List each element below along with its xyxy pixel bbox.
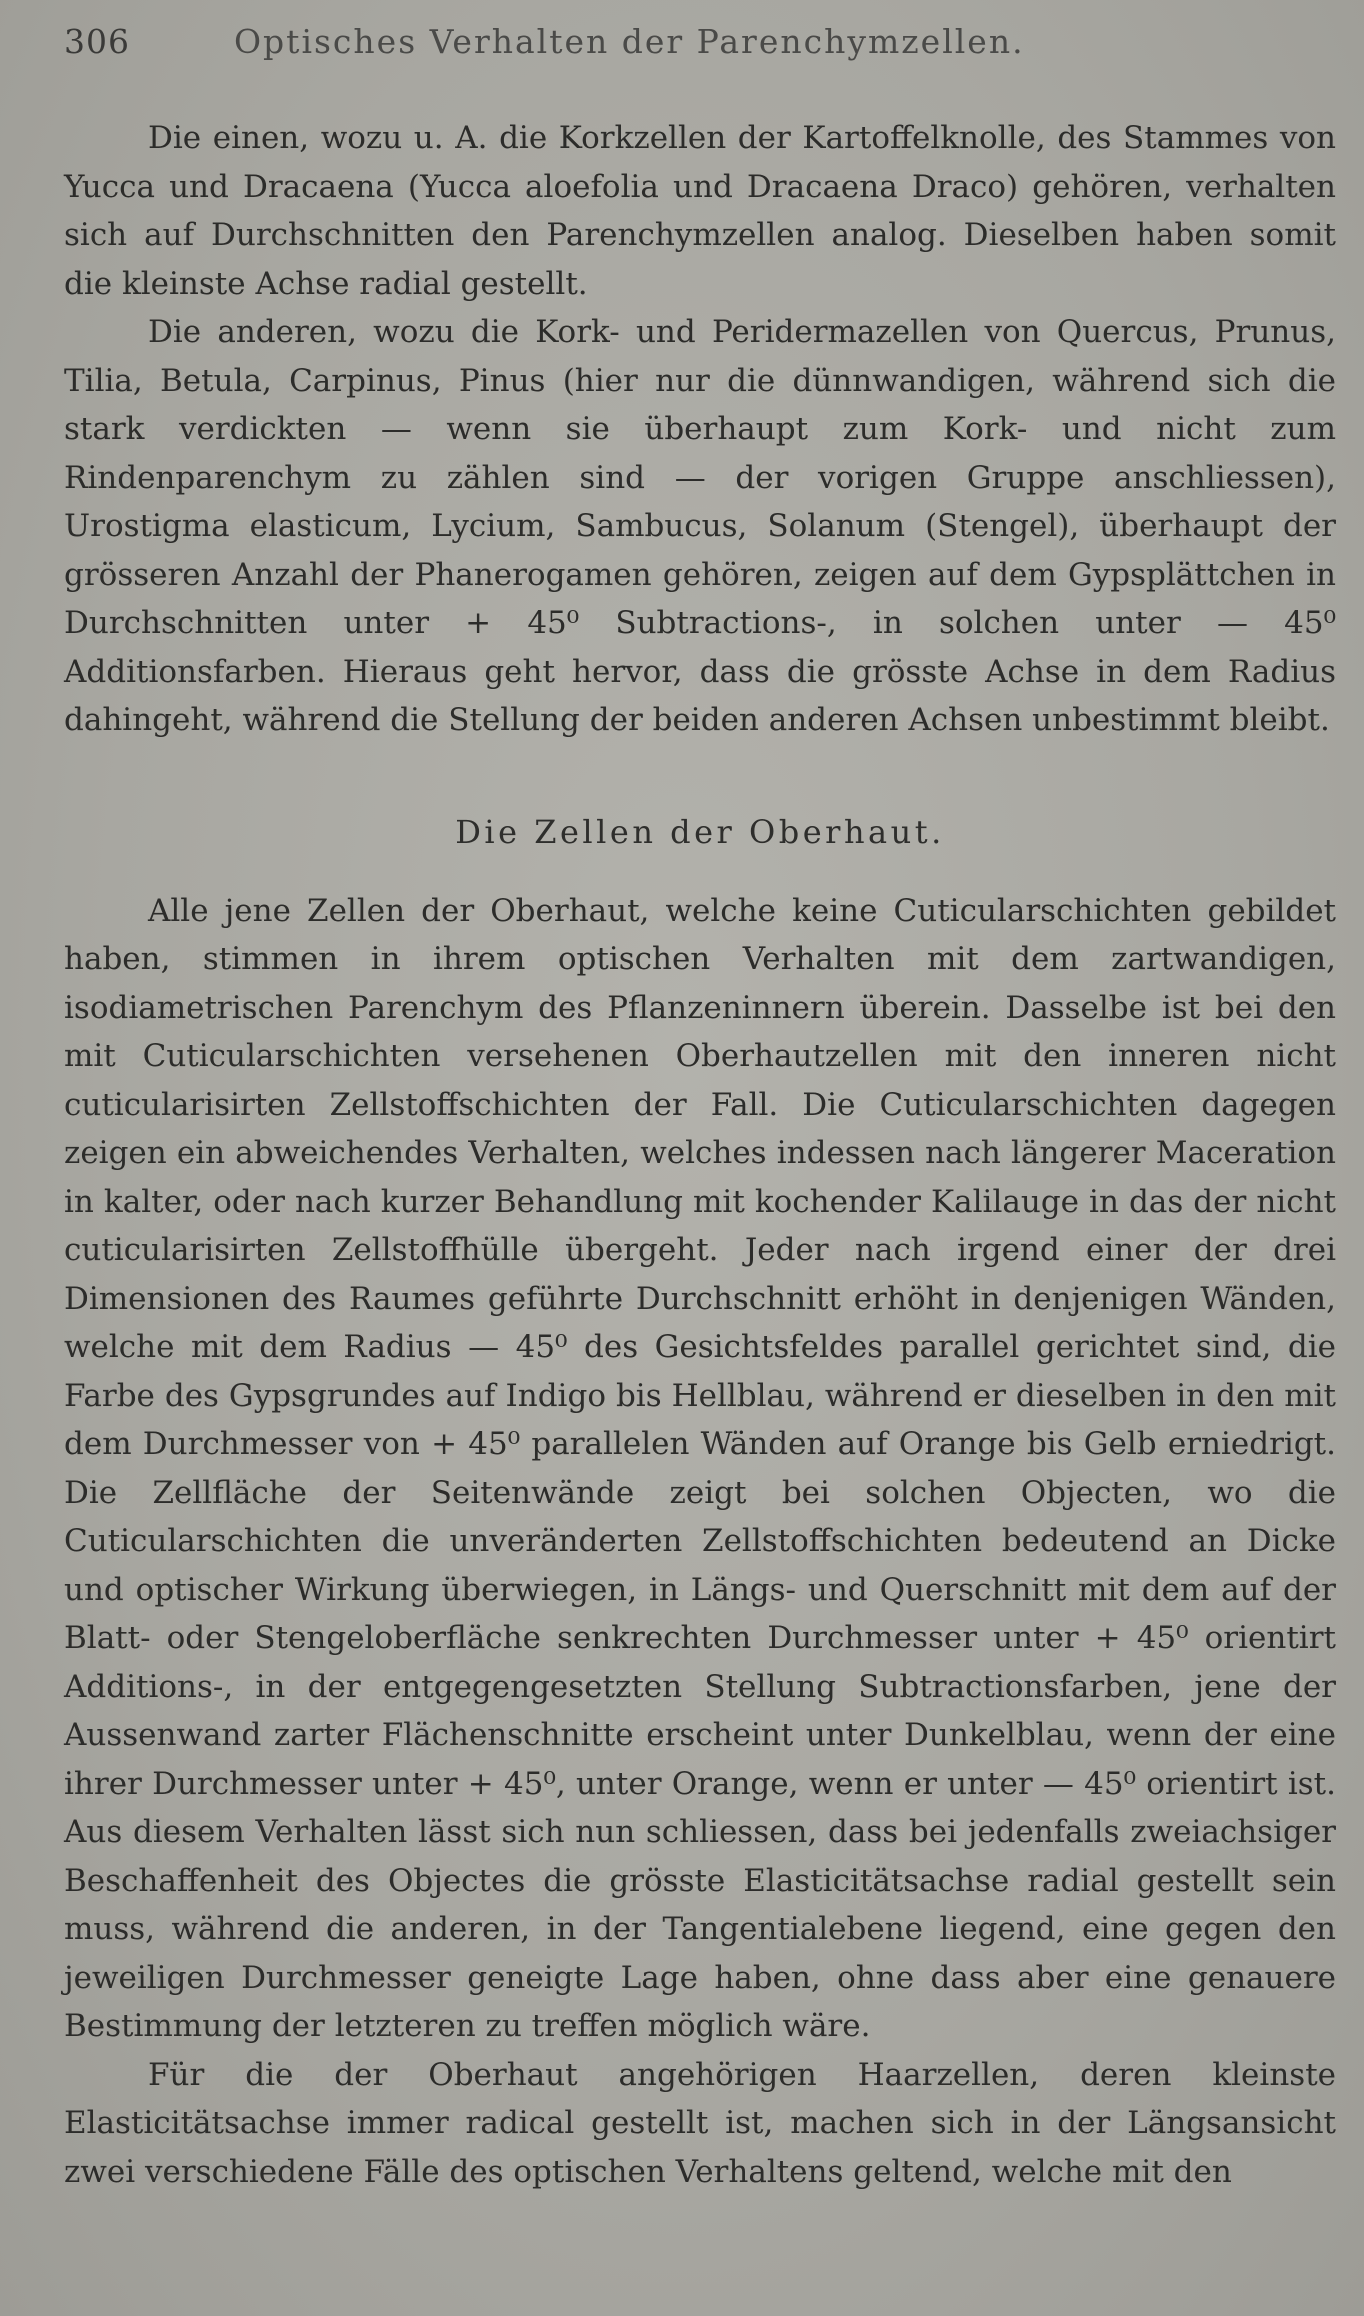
paragraph-oberhaut-zellen: Alle jene Zellen der Oberhaut, welche keine Cuticularschichten gebildet haben, stimmen in ihrem optischen Verhalten mit dem zartwandigen, isodiametrischen Parenchym des Pflanzeninnern überein. Dasselbe ist bei den mit Cuticularschichten versehenen Oberhautzellen mit den inneren nicht cuticularisirten Zellstoffschichten der Fall. Die Cuticularschichten dagegen zeigen ein abweichendes Verhalten, welches indessen nach längerer Maceration in kalter, oder nach kurzer Behandlung mit kochender Kalilauge in das der nicht cuticularisirten Zellstoffhülle übergeht. Jeder nach irgend einer der drei Dimensionen des Raumes geführte Durchschnitt erhöht in denjenigen Wänden, welche mit dem Radius — 45⁰ des Gesichtsfeldes parallel gerichtet sind, die Farbe des Gypsgrundes auf Indigo bis Hellblau, während er dieselben in den mit dem Durchmesser von + 45⁰ parallelen Wänden auf Orange bis Gelb erniedrigt. Die Zellfläche der Seitenwände zeigt bei solchen Objecten, wo die Cuticularschichten die unveränderten Zellstoffschichten bedeutend an Dicke und optischer Wirkung überwiegen, in Längs- und Querschnitt mit dem auf der Blatt- oder Stengeloberfläche senkrechten Durchmesser unter + 45⁰ orientirt Additions-, in der entgegengesetzten Stellung Subtractionsfarben, jene der Aussenwand zarter Flächenschnitte erscheint unter Dunkelblau, wenn der eine ihrer Durchmesser unter + 45⁰, unter Orange, wenn er unter — 45⁰ orientirt ist. Aus diesem Verhalten lässt sich nun schliessen, dass bei jedenfalls zweiachsiger Beschaffenheit des Objectes die grösste Elasticitätsachse radial gestellt sein muss, während die anderen, in der Tangentialebene liegend, eine gegen den jeweiligen Durchmesser geneigte Lage haben, ohne dass aber eine genauere Bestimmung der letzteren zu treffen möglich wäre. xyxy=(64,892,1336,2044)
paragraph-haarzellen: Für die der Oberhaut angehörigen Haarzellen, deren kleinste Elasticitätsachse immer radical gestellt ist, machen sich in der Längsansicht zwei verschiedene Fälle des optischen Verhaltens geltend, welche mit den xyxy=(64,2056,1336,2190)
running-title: Optisches Verhalten der Parenchymzellen. xyxy=(234,22,1025,61)
page-number: 306 xyxy=(64,22,130,61)
section-heading: Die Zellen der Oberhaut. xyxy=(455,812,945,851)
paragraph-korkzellen-zweite-gruppe: Die anderen, wozu die Kork- und Peridermazellen von Quercus, Prunus, Tilia, Betula, Carpinus, Pinus (hier nur die dünnwandigen, während sich die stark verdickten — wenn sie überhaupt zum Kork- und nicht zum Rindenparenchym zu zählen sind — der vorigen Gruppe anschliessen), Urostigma elasticum, Lycium, Sambucus, Solanum (Stengel), überhaupt der grösseren Anzahl der Phanerogamen gehören, zeigen auf dem Gypsplättchen in Durchschnitten unter + 45⁰ Subtractions-, in solchen unter — 45⁰ Additionsfarben. Hieraus geht hervor, dass die grösste Achse in dem Radius dahingeht, während die Stellung der beiden anderen Achsen unbestimmt bleibt. xyxy=(64,314,1336,738)
page-header xyxy=(64,22,1336,74)
paragraph-korkzellen-erste-gruppe: Die einen, wozu u. A. die Korkzellen der Kartoffelknolle, des Stammes von Yucca und Dracaena (Yucca aloefolia und Dracaena Draco) gehören, verhalten sich auf Durchschnitten den Parenchymzellen analog. Dieselben haben somit die kleinste Achse radial gestellt. xyxy=(64,120,1336,302)
